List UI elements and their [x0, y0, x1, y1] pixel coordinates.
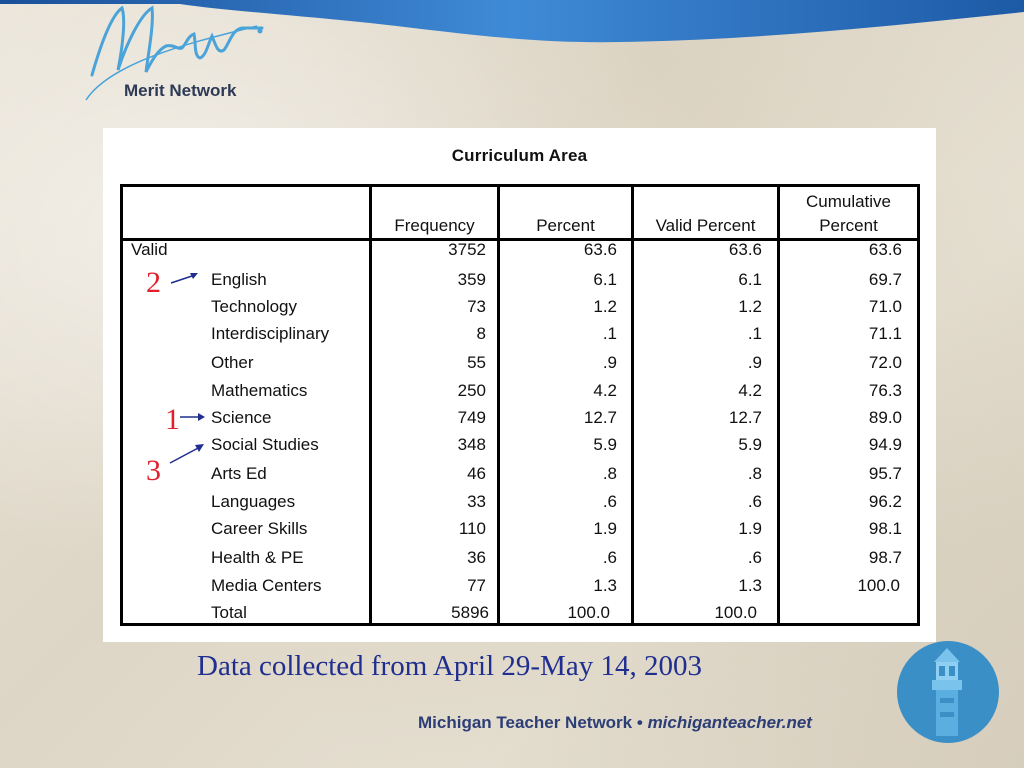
- cell-frequency: 359: [457, 270, 486, 289]
- table-row: [123, 381, 917, 408]
- cell-valid-percent: 6.1: [738, 270, 762, 289]
- cell-percent: 1.9: [593, 519, 617, 538]
- cell-valid-percent: .6: [747, 548, 762, 567]
- header-cumulative-line2: Percent: [819, 216, 878, 235]
- table-row: [123, 324, 917, 351]
- row-name: Arts Ed: [211, 464, 267, 483]
- row-name: Career Skills: [211, 519, 308, 538]
- row-label: Valid: [131, 240, 168, 259]
- cell-frequency: 348: [457, 435, 486, 454]
- cell-frequency: 36: [467, 548, 486, 567]
- cell-frequency: 73: [467, 297, 486, 316]
- cell-percent: 5.9: [593, 435, 617, 454]
- cell-valid-percent: 5.9: [738, 435, 762, 454]
- cell-percent: 63.6: [583, 240, 617, 259]
- cell-valid-percent: 100.0: [714, 603, 757, 622]
- cell-percent: .1: [602, 324, 617, 343]
- cell-cumulative: 71.0: [868, 297, 902, 316]
- table-row: [123, 492, 917, 519]
- table-row: [123, 353, 917, 380]
- cell-valid-percent: .9: [747, 353, 762, 372]
- cell-percent: .8: [602, 464, 617, 483]
- frequency-table-panel: [103, 128, 936, 642]
- cell-frequency: 8: [476, 324, 486, 343]
- cell-frequency: 250: [457, 381, 486, 400]
- row-name: Media Centers: [211, 576, 322, 595]
- row-name: Interdisciplinary: [211, 324, 330, 343]
- cell-percent: 12.7: [583, 408, 617, 427]
- cell-percent: 1.2: [593, 297, 617, 316]
- website-link[interactable]: michiganteacher.net: [647, 713, 812, 732]
- cell-valid-percent: .8: [747, 464, 762, 483]
- table-row: [123, 408, 917, 435]
- network-name: Michigan Teacher Network: [418, 713, 633, 732]
- header-percent: Percent: [536, 216, 595, 235]
- arrow-icon: [170, 268, 200, 286]
- arrow-icon: [168, 441, 206, 465]
- cell-valid-percent: 63.6: [728, 240, 762, 259]
- cell-cumulative: 96.2: [868, 492, 902, 511]
- rank-label-english: 2: [146, 266, 161, 299]
- row-name: Science: [211, 408, 272, 427]
- row-name: Mathematics: [211, 381, 308, 400]
- cell-percent: .6: [602, 548, 617, 567]
- row-name: Other: [211, 353, 254, 372]
- cell-frequency: 77: [467, 576, 486, 595]
- cell-valid-percent: .1: [747, 324, 762, 343]
- footer-network-bar: [418, 713, 812, 733]
- header-cumulative-line1: Cumulative: [805, 192, 892, 211]
- cell-percent: 100.0: [567, 603, 610, 622]
- row-name: Social Studies: [211, 435, 319, 454]
- cell-cumulative: 71.1: [868, 324, 902, 343]
- merit-network-logo-text: Merit Network: [124, 81, 237, 100]
- cell-cumulative: 72.0: [868, 353, 902, 372]
- arrow-icon: [180, 410, 206, 424]
- table-row: [123, 576, 917, 603]
- cell-frequency: 749: [457, 408, 486, 427]
- cell-cumulative: 94.9: [868, 435, 902, 454]
- cell-valid-percent: 1.9: [738, 519, 762, 538]
- cell-frequency: 110: [458, 519, 486, 538]
- cell-frequency: 46: [467, 464, 486, 483]
- cell-valid-percent: 1.3: [738, 576, 762, 595]
- cell-percent: 1.3: [593, 576, 617, 595]
- row-name: English: [211, 270, 267, 289]
- table-row: [123, 270, 917, 297]
- header-frequency: Frequency: [394, 216, 475, 235]
- cell-cumulative: 89.0: [868, 408, 902, 427]
- cell-frequency: 55: [467, 353, 486, 372]
- table-title: Curriculum Area: [451, 146, 588, 165]
- cell-cumulative: 98.7: [868, 548, 902, 567]
- cell-valid-percent: 1.2: [738, 297, 762, 316]
- row-name: Languages: [211, 492, 296, 511]
- table-row: [123, 435, 917, 462]
- row-name: Total: [211, 603, 247, 622]
- cell-frequency: 3752: [448, 240, 486, 259]
- data-collection-note: Data collected from April 29-May 14, 2003: [197, 650, 702, 682]
- cell-percent: .9: [602, 353, 617, 372]
- table-row-valid: [123, 240, 917, 267]
- cell-frequency: 5896: [451, 603, 489, 622]
- table-row-total: [123, 603, 917, 630]
- cell-valid-percent: 12.7: [728, 408, 762, 427]
- bullet-separator: •: [636, 713, 643, 732]
- cell-percent: .6: [602, 492, 617, 511]
- header-valid-percent: Valid Percent: [655, 216, 756, 235]
- table-row: [123, 519, 917, 546]
- row-name: Health & PE: [211, 548, 304, 567]
- cell-cumulative: 76.3: [868, 381, 902, 400]
- cell-percent: 4.2: [593, 381, 617, 400]
- cell-cumulative: 95.7: [868, 464, 902, 483]
- frequency-table: [120, 184, 920, 626]
- cell-valid-percent: 4.2: [738, 381, 762, 400]
- cell-valid-percent: .6: [747, 492, 762, 511]
- table-row: [123, 548, 917, 575]
- rank-label-social-studies: 3: [146, 454, 161, 487]
- rank-label-science: 1: [165, 403, 180, 436]
- table-row: [123, 297, 917, 324]
- cell-cumulative: 98.1: [868, 519, 902, 538]
- cell-frequency: 33: [467, 492, 486, 511]
- cell-percent: 6.1: [593, 270, 617, 289]
- row-name: Technology: [211, 297, 298, 316]
- table-row: [123, 464, 917, 491]
- cell-cumulative: 100.0: [857, 576, 900, 595]
- cell-cumulative: 69.7: [868, 270, 902, 289]
- cell-cumulative: 63.6: [868, 240, 902, 259]
- lighthouse-icon: [896, 640, 1000, 744]
